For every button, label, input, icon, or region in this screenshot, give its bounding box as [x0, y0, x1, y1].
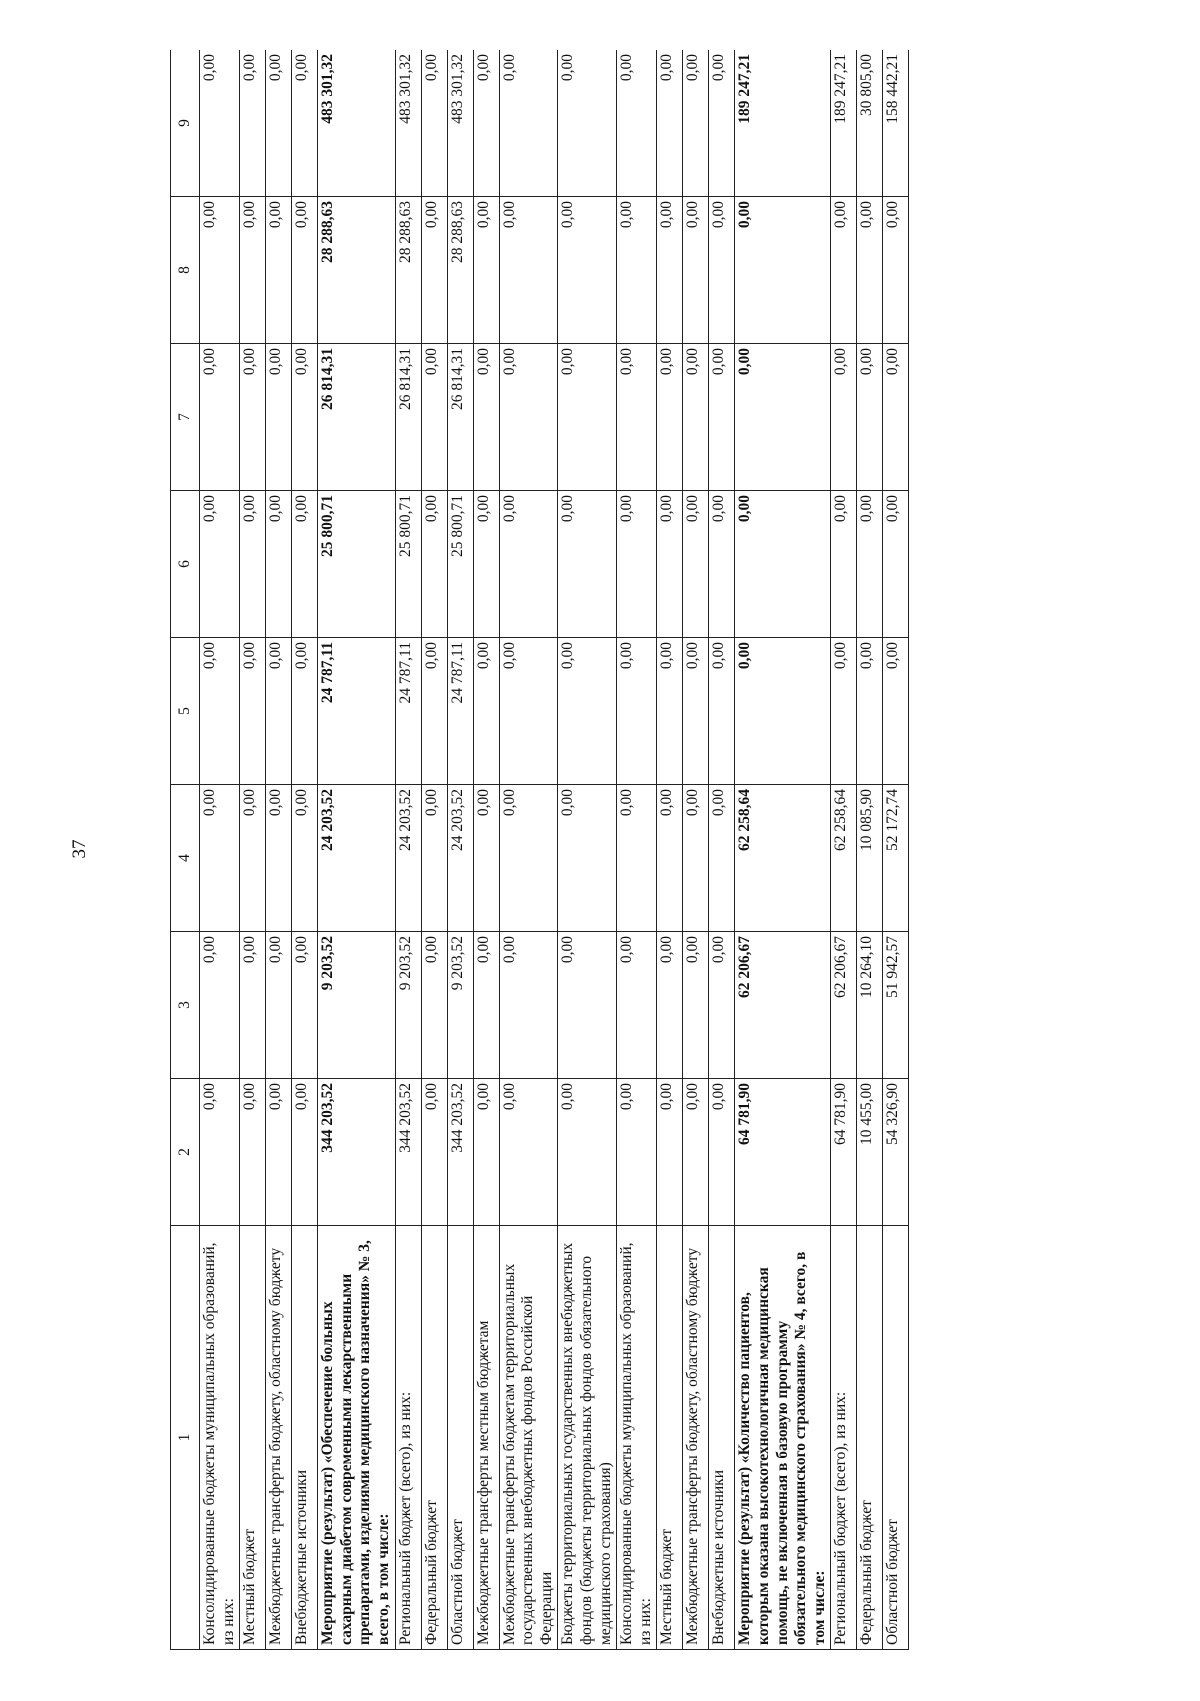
page-number: 37 — [69, 839, 90, 859]
table-row — [857, 50, 883, 1650]
row-value-col-9: 30 805,00 — [857, 50, 883, 197]
row-value-col-7: 0,00 — [292, 344, 318, 491]
row-value-col-4: 62 258,64 — [831, 785, 857, 932]
row-value-col-6: 0,00 — [883, 491, 909, 638]
table-row — [683, 50, 709, 1650]
row-value-col-8: 28 288,63 — [447, 197, 473, 344]
row-value-col-3: 0,00 — [499, 932, 558, 1079]
row-value-col-6: 0,00 — [473, 491, 499, 638]
row-value-col-5: 0,00 — [857, 638, 883, 785]
row-value-col-7: 0,00 — [240, 344, 266, 491]
row-value-col-7: 0,00 — [266, 344, 292, 491]
row-value-col-8: 0,00 — [421, 197, 447, 344]
row-label: Межбюджетные трансферты местным бюджетам — [473, 1226, 499, 1650]
row-value-col-8: 0,00 — [292, 197, 318, 344]
table-row — [709, 50, 735, 1650]
row-value-col-8: 0,00 — [831, 197, 857, 344]
row-value-col-6: 0,00 — [200, 491, 240, 638]
row-value-col-7: 26 814,31 — [447, 344, 473, 491]
row-value-col-2: 0,00 — [200, 1079, 240, 1226]
row-value-col-2: 344 203,52 — [447, 1079, 473, 1226]
row-value-col-5: 24 787,11 — [447, 638, 473, 785]
row-value-col-5: 0,00 — [657, 638, 683, 785]
row-value-col-9: 0,00 — [421, 50, 447, 197]
row-value-col-6: 0,00 — [240, 491, 266, 638]
row-label: Консолидированные бюджеты муниципальных образований, из них: — [617, 1226, 657, 1650]
row-value-col-5: 0,00 — [473, 638, 499, 785]
table-row — [421, 50, 447, 1650]
table-row — [499, 50, 558, 1650]
row-value-col-4: 0,00 — [657, 785, 683, 932]
row-value-col-3: 0,00 — [683, 932, 709, 1079]
row-value-col-6: 0,00 — [499, 491, 558, 638]
row-value-col-5: 0,00 — [709, 638, 735, 785]
row-value-col-7: 0,00 — [421, 344, 447, 491]
row-value-col-7: 0,00 — [617, 344, 657, 491]
row-value-col-9: 0,00 — [473, 50, 499, 197]
row-value-col-2: 54 326,90 — [883, 1079, 909, 1226]
row-value-col-2: 0,00 — [558, 1079, 617, 1226]
row-value-col-6: 0,00 — [857, 491, 883, 638]
row-value-col-7: 0,00 — [558, 344, 617, 491]
row-value-col-6: 0,00 — [421, 491, 447, 638]
row-value-col-4: 0,00 — [683, 785, 709, 932]
table-row — [883, 50, 909, 1650]
row-value-col-9: 0,00 — [709, 50, 735, 197]
row-value-col-4: 0,00 — [421, 785, 447, 932]
col-header-3: 3 — [171, 932, 200, 1079]
row-label: Федеральный бюджет — [421, 1226, 447, 1650]
row-value-col-2: 0,00 — [683, 1079, 709, 1226]
row-value-col-4: 24 203,52 — [395, 785, 421, 932]
row-value-col-4: 24 203,52 — [447, 785, 473, 932]
row-value-col-5: 0,00 — [683, 638, 709, 785]
row-value-col-3: 0,00 — [657, 932, 683, 1079]
row-value-col-5: 0,00 — [617, 638, 657, 785]
row-value-col-4: 0,00 — [617, 785, 657, 932]
table-row — [395, 50, 421, 1650]
row-value-col-8: 0,00 — [657, 197, 683, 344]
row-value-col-5: 0,00 — [883, 638, 909, 785]
row-value-col-3: 51 942,57 — [883, 932, 909, 1079]
row-value-col-9: 483 301,32 — [395, 50, 421, 197]
row-value-col-6: 0,00 — [617, 491, 657, 638]
rotated-table-container — [170, 50, 1026, 1650]
row-value-col-7: 0,00 — [883, 344, 909, 491]
table-row — [831, 50, 857, 1650]
row-value-col-2: 64 781,90 — [831, 1079, 857, 1226]
row-value-col-6: 25 800,71 — [395, 491, 421, 638]
row-value-col-2: 0,00 — [617, 1079, 657, 1226]
row-value-col-2: 0,00 — [292, 1079, 318, 1226]
table-row — [200, 50, 240, 1650]
row-value-col-9: 0,00 — [200, 50, 240, 197]
row-value-col-5: 0,00 — [735, 638, 831, 785]
row-value-col-8: 28 288,63 — [318, 197, 395, 344]
col-header-7: 7 — [171, 344, 200, 491]
row-value-col-4: 0,00 — [292, 785, 318, 932]
row-value-col-4: 0,00 — [709, 785, 735, 932]
table-row — [292, 50, 318, 1650]
row-value-col-3: 9 203,52 — [447, 932, 473, 1079]
row-value-col-5: 0,00 — [421, 638, 447, 785]
row-value-col-5: 24 787,11 — [395, 638, 421, 785]
row-value-col-9: 158 442,21 — [883, 50, 909, 197]
row-value-col-4: 62 258,64 — [735, 785, 831, 932]
row-value-col-9: 0,00 — [683, 50, 709, 197]
row-value-col-2: 64 781,90 — [735, 1079, 831, 1226]
row-value-col-8: 0,00 — [240, 197, 266, 344]
row-value-col-7: 0,00 — [735, 344, 831, 491]
row-value-col-9: 0,00 — [617, 50, 657, 197]
row-value-col-5: 0,00 — [200, 638, 240, 785]
row-value-col-9: 189 247,21 — [735, 50, 831, 197]
row-value-col-3: 9 203,52 — [318, 932, 395, 1079]
row-value-col-9: 0,00 — [558, 50, 617, 197]
row-value-col-2: 344 203,52 — [318, 1079, 395, 1226]
row-value-col-3: 0,00 — [473, 932, 499, 1079]
row-label: Областной бюджет — [447, 1226, 473, 1650]
row-label: Федеральный бюджет — [857, 1226, 883, 1650]
table-row — [558, 50, 617, 1650]
row-value-col-5: 24 787,11 — [318, 638, 395, 785]
row-value-col-4: 0,00 — [266, 785, 292, 932]
row-value-col-5: 0,00 — [266, 638, 292, 785]
row-value-col-2: 0,00 — [240, 1079, 266, 1226]
row-value-col-5: 0,00 — [240, 638, 266, 785]
row-value-col-3: 0,00 — [558, 932, 617, 1079]
row-label: Региональный бюджет (всего), из них: — [831, 1226, 857, 1650]
row-value-col-8: 0,00 — [499, 197, 558, 344]
row-value-col-8: 0,00 — [266, 197, 292, 344]
row-value-col-6: 0,00 — [657, 491, 683, 638]
row-value-col-5: 0,00 — [292, 638, 318, 785]
row-value-col-6: 0,00 — [709, 491, 735, 638]
row-value-col-7: 0,00 — [857, 344, 883, 491]
row-value-col-5: 0,00 — [558, 638, 617, 785]
row-value-col-6: 25 800,71 — [447, 491, 473, 638]
row-label: Местный бюджет — [240, 1226, 266, 1650]
row-value-col-3: 9 203,52 — [395, 932, 421, 1079]
col-header-8: 8 — [171, 197, 200, 344]
row-label: Мероприятие (результат) «Количество пациентов, которым оказана высокотехнологичная медицинская помощь, не включенная в базовую программу обязательного медицинского страхования» № 4, всего, в том числе: — [735, 1226, 831, 1650]
row-label: Региональный бюджет (всего), из них: — [395, 1226, 421, 1650]
row-value-col-4: 0,00 — [473, 785, 499, 932]
row-value-col-7: 0,00 — [499, 344, 558, 491]
col-header-9: 9 — [171, 50, 200, 197]
row-value-col-8: 0,00 — [473, 197, 499, 344]
col-header-1: 1 — [171, 1226, 200, 1650]
col-header-4: 4 — [171, 785, 200, 932]
row-value-col-7: 26 814,31 — [395, 344, 421, 491]
header-row — [171, 50, 200, 1650]
table-row — [657, 50, 683, 1650]
row-value-col-8: 0,00 — [200, 197, 240, 344]
table-row — [266, 50, 292, 1650]
row-value-col-2: 344 203,52 — [395, 1079, 421, 1226]
row-value-col-9: 189 247,21 — [831, 50, 857, 197]
row-value-col-4: 24 203,52 — [318, 785, 395, 932]
row-value-col-3: 0,00 — [421, 932, 447, 1079]
row-value-col-7: 0,00 — [657, 344, 683, 491]
row-value-col-6: 0,00 — [831, 491, 857, 638]
row-label: Межбюджетные трансферты бюджетам территориальных государственных внебюджетных фондов Российской Федерации — [499, 1226, 558, 1650]
row-value-col-8: 28 288,63 — [395, 197, 421, 344]
row-value-col-9: 0,00 — [240, 50, 266, 197]
row-value-col-3: 10 264,10 — [857, 932, 883, 1079]
row-value-col-5: 0,00 — [831, 638, 857, 785]
row-value-col-8: 0,00 — [857, 197, 883, 344]
table-row — [735, 50, 831, 1650]
row-value-col-2: 0,00 — [709, 1079, 735, 1226]
row-value-col-6: 0,00 — [266, 491, 292, 638]
table-row — [240, 50, 266, 1650]
row-value-col-5: 0,00 — [499, 638, 558, 785]
row-value-col-9: 483 301,32 — [318, 50, 395, 197]
row-value-col-7: 0,00 — [831, 344, 857, 491]
row-value-col-3: 62 206,67 — [735, 932, 831, 1079]
row-value-col-7: 0,00 — [683, 344, 709, 491]
row-value-col-2: 0,00 — [657, 1079, 683, 1226]
row-value-col-8: 0,00 — [735, 197, 831, 344]
row-value-col-7: 0,00 — [473, 344, 499, 491]
row-value-col-2: 10 455,00 — [857, 1079, 883, 1226]
table-rotator — [170, 50, 1026, 1650]
row-value-col-3: 0,00 — [200, 932, 240, 1079]
row-value-col-3: 0,00 — [709, 932, 735, 1079]
table-row — [318, 50, 395, 1650]
row-value-col-9: 0,00 — [292, 50, 318, 197]
row-value-col-6: 0,00 — [558, 491, 617, 638]
row-label: Межбюджетные трансферты бюджету, областному бюджету — [683, 1226, 709, 1650]
row-value-col-2: 0,00 — [499, 1079, 558, 1226]
row-label: Местный бюджет — [657, 1226, 683, 1650]
table-row — [473, 50, 499, 1650]
row-value-col-6: 25 800,71 — [318, 491, 395, 638]
row-value-col-8: 0,00 — [558, 197, 617, 344]
row-label: Консолидированные бюджеты муниципальных образований, из них: — [200, 1226, 240, 1650]
row-value-col-2: 0,00 — [421, 1079, 447, 1226]
row-value-col-8: 0,00 — [709, 197, 735, 344]
row-label: Мероприятие (результат) «Обеспечение больных сахарным диабетом современными лекарственными препаратами, изделиями медицинского назначения» № 3, всего, в том числе: — [318, 1226, 395, 1650]
row-value-col-6: 0,00 — [735, 491, 831, 638]
row-value-col-4: 52 172,74 — [883, 785, 909, 932]
row-value-col-9: 0,00 — [499, 50, 558, 197]
row-value-col-4: 0,00 — [240, 785, 266, 932]
row-value-col-3: 0,00 — [617, 932, 657, 1079]
row-value-col-3: 62 206,67 — [831, 932, 857, 1079]
table-row — [617, 50, 657, 1650]
row-label: Бюджеты территориальных государственных внебюджетных фондов (бюджеты территориальных фондов обязательного медицинского страхования) — [558, 1226, 617, 1650]
row-value-col-2: 0,00 — [266, 1079, 292, 1226]
row-value-col-3: 0,00 — [266, 932, 292, 1079]
row-value-col-8: 0,00 — [617, 197, 657, 344]
row-value-col-3: 0,00 — [240, 932, 266, 1079]
row-value-col-9: 0,00 — [657, 50, 683, 197]
row-label: Межбюджетные трансферты бюджету, областному бюджету — [266, 1226, 292, 1650]
row-label: Внебюджетные источники — [292, 1226, 318, 1650]
row-value-col-7: 0,00 — [709, 344, 735, 491]
row-value-col-6: 0,00 — [683, 491, 709, 638]
table-body — [200, 50, 909, 1650]
col-header-2: 2 — [171, 1079, 200, 1226]
row-value-col-3: 0,00 — [292, 932, 318, 1079]
row-value-col-4: 0,00 — [200, 785, 240, 932]
table-row — [447, 50, 473, 1650]
budget-table — [170, 50, 909, 1650]
col-header-5: 5 — [171, 638, 200, 785]
col-header-6: 6 — [171, 491, 200, 638]
row-value-col-4: 0,00 — [499, 785, 558, 932]
row-value-col-7: 26 814,31 — [318, 344, 395, 491]
row-value-col-8: 0,00 — [883, 197, 909, 344]
row-label: Областной бюджет — [883, 1226, 909, 1650]
row-value-col-9: 0,00 — [266, 50, 292, 197]
row-value-col-4: 10 085,90 — [857, 785, 883, 932]
row-value-col-9: 483 301,32 — [447, 50, 473, 197]
row-value-col-7: 0,00 — [200, 344, 240, 491]
row-value-col-6: 0,00 — [292, 491, 318, 638]
row-value-col-2: 0,00 — [473, 1079, 499, 1226]
row-label: Внебюджетные источники — [709, 1226, 735, 1650]
row-value-col-4: 0,00 — [558, 785, 617, 932]
row-value-col-8: 0,00 — [683, 197, 709, 344]
